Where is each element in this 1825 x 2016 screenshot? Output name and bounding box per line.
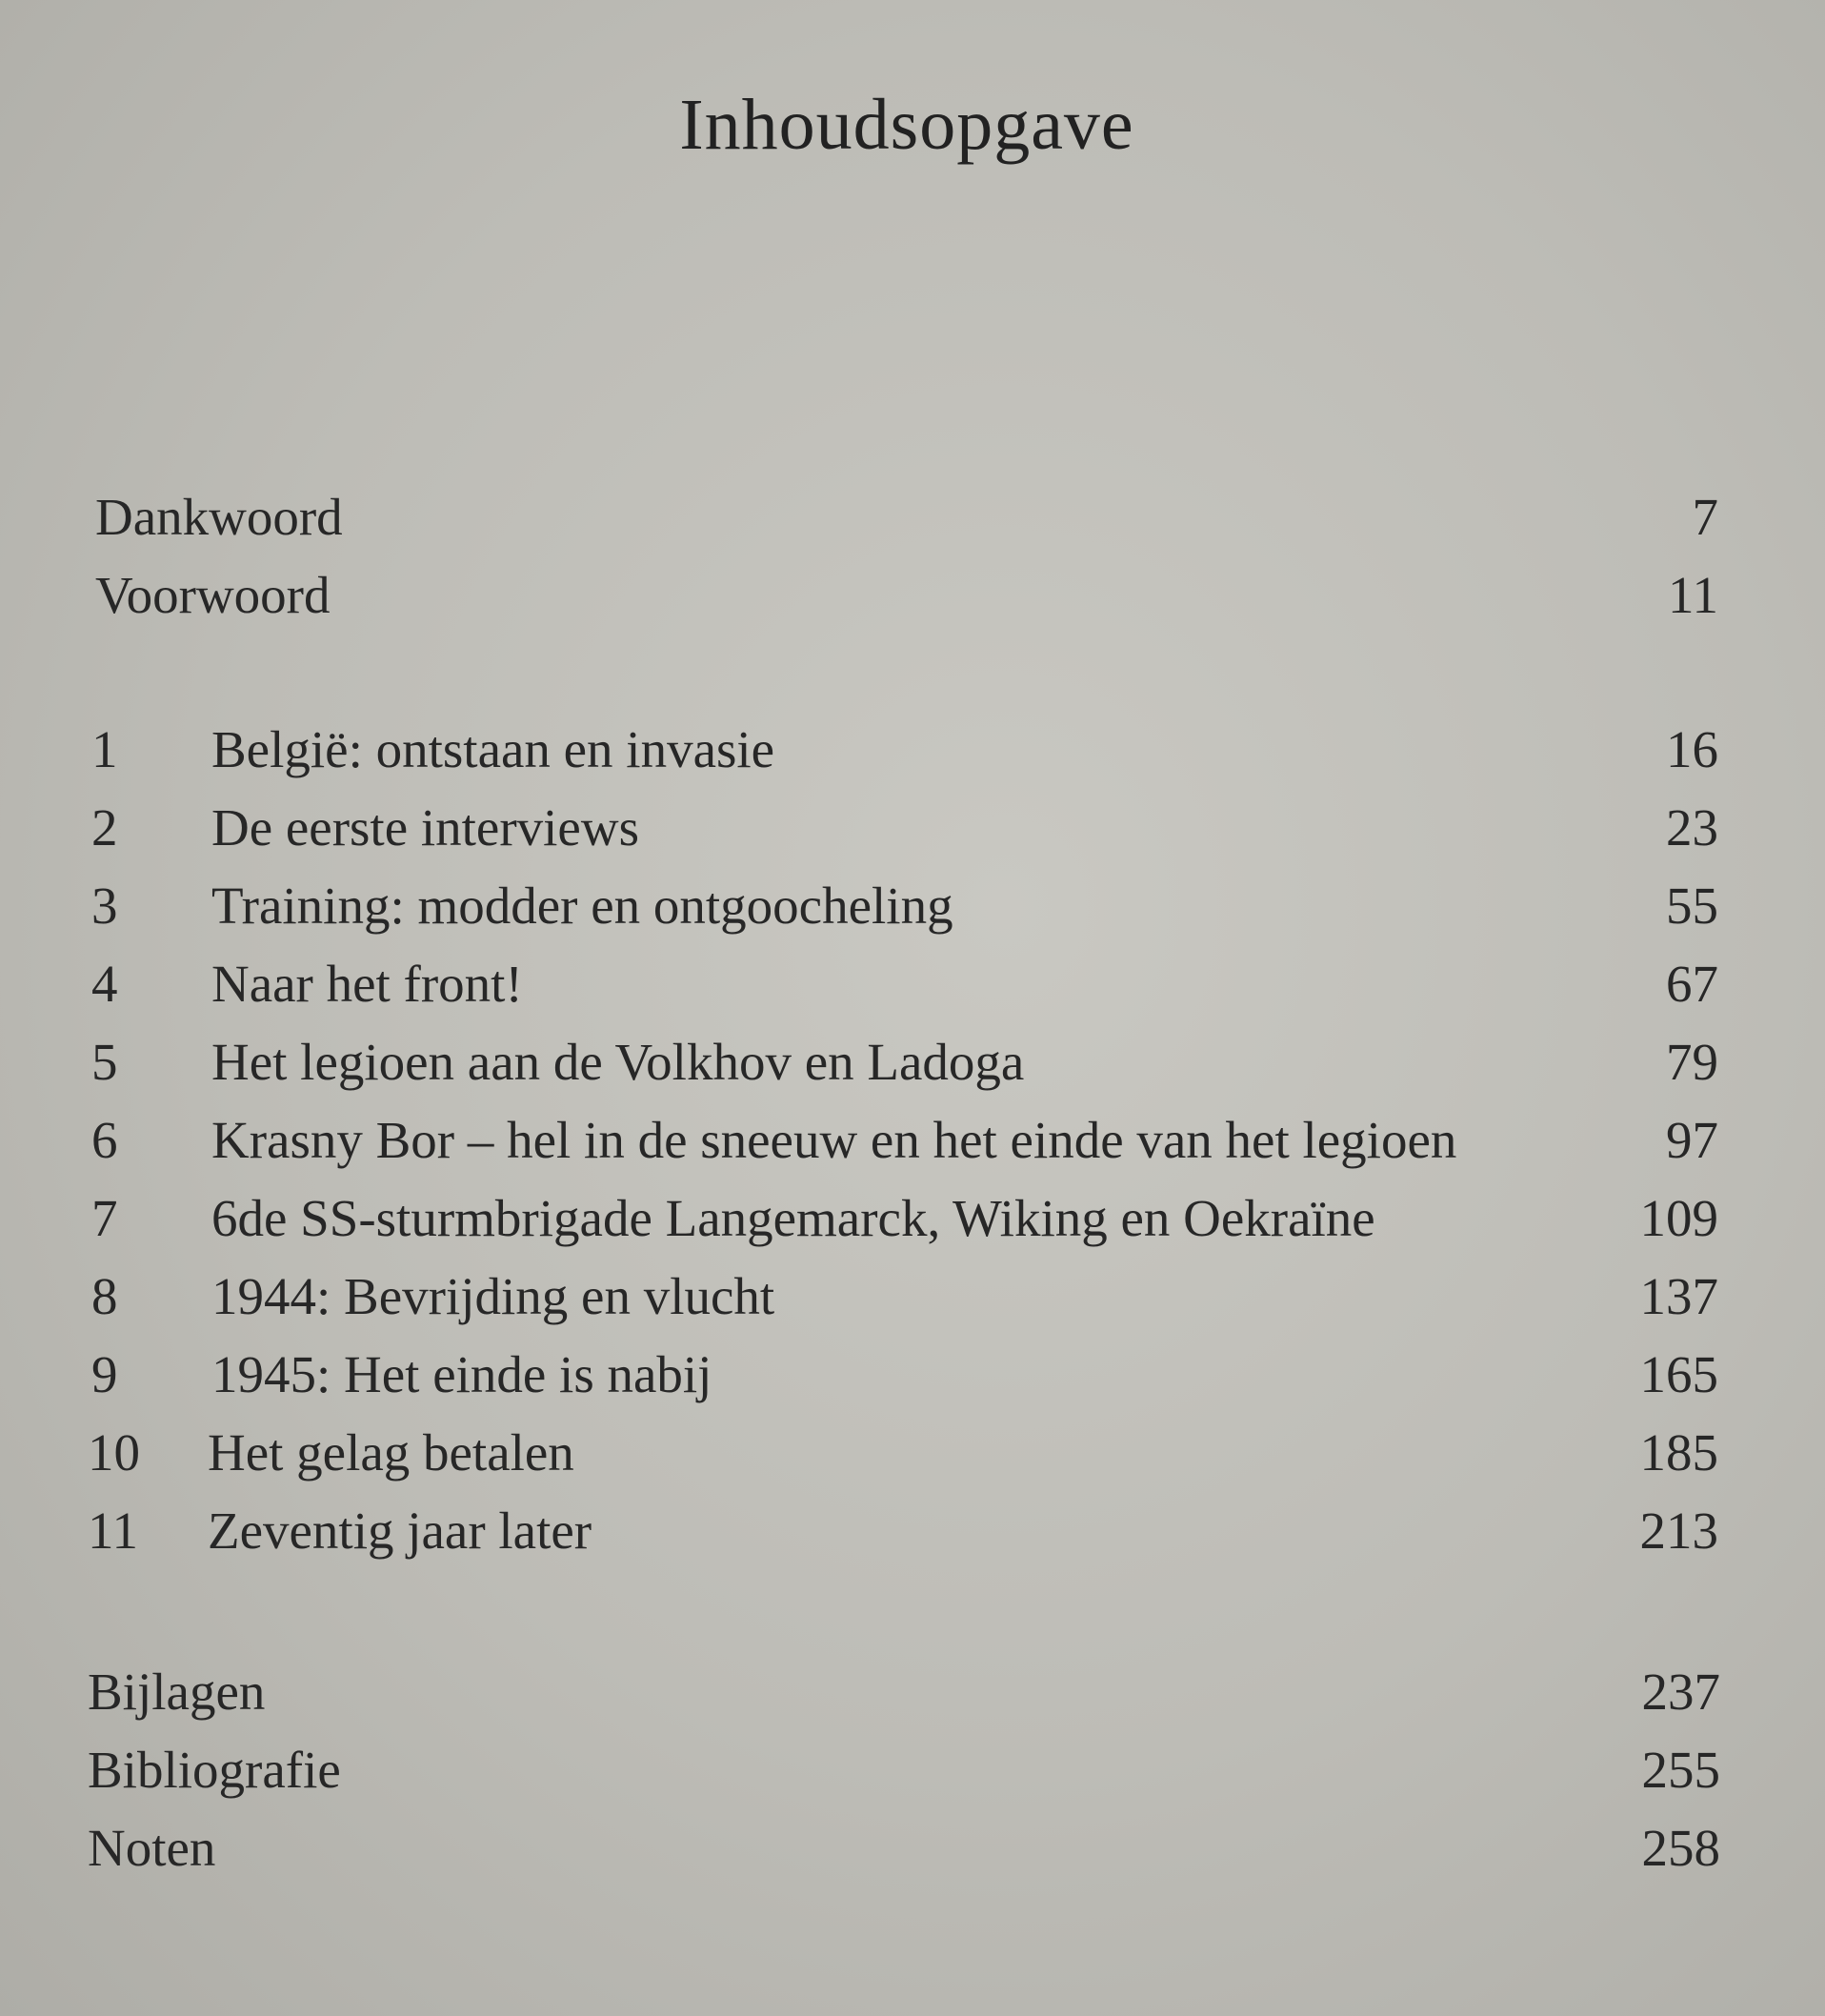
chapter-number: 3 [91, 877, 118, 935]
chapter-number: 8 [91, 1267, 118, 1325]
chapter-page: 165 [1639, 1345, 1718, 1403]
toc-chapter-4 [91, 946, 1718, 1022]
toc-entry-bibliografie [88, 1732, 1720, 1808]
chapter-page: 79 [1666, 1033, 1718, 1091]
toc-entry-page: 258 [1641, 1819, 1720, 1877]
chapter-number: 2 [91, 798, 118, 857]
toc-chapter-8 [91, 1259, 1718, 1335]
chapter-page: 185 [1639, 1423, 1718, 1482]
chapter-page: 213 [1639, 1502, 1718, 1560]
toc-entry-noten [88, 1810, 1720, 1886]
chapter-page: 67 [1666, 955, 1718, 1013]
chapter-page: 97 [1666, 1111, 1718, 1169]
toc-chapter-9 [91, 1337, 1718, 1413]
toc-chapter-6 [91, 1102, 1718, 1179]
toc-entry-title: Bijlagen [88, 1663, 266, 1721]
chapter-number: 9 [91, 1345, 118, 1403]
toc-entry-dankwoord [95, 479, 1718, 555]
toc-chapter-11 [88, 1493, 1718, 1569]
toc-entry-page: 7 [1692, 488, 1718, 546]
chapter-title: Het gelag betalen [208, 1423, 574, 1482]
toc-chapter-1 [91, 712, 1718, 788]
toc-chapter-5 [91, 1024, 1718, 1100]
chapter-number: 11 [88, 1502, 138, 1560]
chapter-number: 7 [91, 1189, 118, 1247]
chapter-number: 4 [91, 955, 118, 1013]
chapter-title: Naar het front! [211, 955, 523, 1013]
toc-entry-page: 11 [1668, 566, 1718, 624]
chapter-title: 1944: Bevrijding en vlucht [211, 1267, 775, 1325]
chapter-title: België: ontstaan en invasie [211, 720, 775, 778]
toc-entry-title: Bibliografie [88, 1741, 341, 1799]
chapter-title: Het legioen aan de Volkhov en Ladoga [211, 1033, 1025, 1091]
toc-entry-voorwoord [95, 557, 1718, 634]
chapter-page: 55 [1666, 877, 1718, 935]
toc-entry-bijlagen [88, 1654, 1720, 1730]
toc-entry-page: 255 [1641, 1741, 1720, 1799]
chapter-title: Training: modder en ontgoocheling [211, 877, 953, 935]
toc-entry-title: Voorwoord [95, 566, 331, 624]
toc-chapter-3 [91, 868, 1718, 944]
toc-chapter-2 [91, 790, 1718, 866]
toc-chapter-10 [88, 1415, 1718, 1491]
chapter-title: De eerste interviews [211, 798, 639, 857]
page-title: Inhoudsopgave [679, 85, 1134, 165]
toc-entry-title: Dankwoord [95, 488, 343, 546]
chapter-title: Zeventig jaar later [208, 1502, 592, 1560]
chapter-title: 1945: Het einde is nabij [211, 1345, 712, 1403]
toc-chapter-7 [91, 1180, 1718, 1257]
chapter-number: 5 [91, 1033, 118, 1091]
chapter-page: 109 [1639, 1189, 1718, 1247]
chapter-page: 23 [1666, 798, 1718, 857]
chapter-number: 10 [88, 1423, 140, 1482]
toc-entry-page: 237 [1641, 1663, 1720, 1721]
chapter-number: 6 [91, 1111, 118, 1169]
chapter-page: 16 [1666, 720, 1718, 778]
chapter-number: 1 [91, 720, 118, 778]
chapter-title: 6de SS-sturmbrigade Langemarck, Wiking en Oekraïne [211, 1189, 1375, 1247]
chapter-title: Krasny Bor – hel in de sneeuw en het einde van het legioen [211, 1111, 1457, 1169]
toc-entry-title: Noten [88, 1819, 216, 1877]
chapter-page: 137 [1639, 1267, 1718, 1325]
